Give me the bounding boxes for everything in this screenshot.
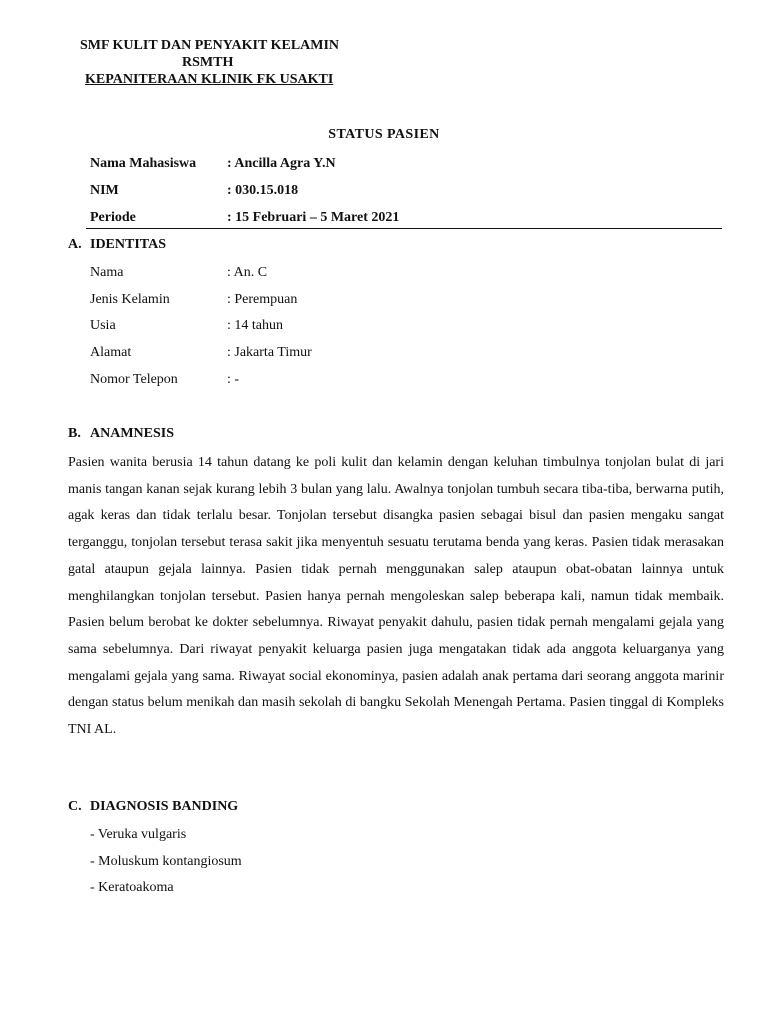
student-nim-label: NIM [90,183,119,198]
identitas-value: : - [227,372,240,387]
student-period-value: : 15 Februari – 5 Maret 2021 [227,210,400,225]
section-title: ANAMNESIS [90,426,175,441]
section-diagnosis-heading [68,798,238,816]
section-letter: B. [68,426,81,441]
identitas-label: Nomor Telepon [90,372,178,387]
identitas-value: : Jakarta Timur [227,345,312,360]
identitas-label: Jenis Kelamin [90,292,170,307]
document-title: STATUS PASIEN [328,127,440,142]
identitas-label: Usia [90,318,116,333]
section-title: IDENTITAS [90,237,166,252]
identitas-value: : An. C [227,265,268,280]
section-letter: C. [68,799,82,814]
header-clerkship: KEPANITERAAN KLINIK FK USAKTI [85,72,334,87]
section-anamnesis-heading [68,425,174,443]
section-identitas-heading [68,236,166,254]
diagnosis-item: - Veruka vulgaris [90,827,187,842]
identitas-label: Alamat [90,345,132,360]
diagnosis-item: - Moluskum kontangiosum [90,854,242,869]
section-title: DIAGNOSIS BANDING [90,799,239,814]
identitas-label: Nama [90,265,124,280]
anamnesis-paragraph: Pasien wanita berusia 14 tahun datang ke poli kulit dan kelamin dengan keluhan timbulnya tonjolan bulat di jari manis tangan kanan sejak kurang lebih 3 bulan yang lalu. Awalnya tonjolan tumbuh secara tiba-tiba, berwarna putih, agak keras dan tidak terlalu besar. Tonjolan tersebut disangka pasien sebagai bisul dan pasien mengaku sangat terganggu, tonjolan tersebut terasa sakit jika menyentuh sesuatu terutama benda yang keras. Pasien tidak merasakan gatal ataupun gejala lainnya. Pasien tidak pernah menggunakan salep ataupun obat-obatan lainnya untuk menghilangkan tonjolan tersebut. Pasien hanya pernah mengoleskan salep beberapa kali, namun tidak membaik. Pasien belum berobat ke dokter sebelumnya. Riwayat penyakit dahulu, pasien tidak pernah mengalami gejala yang sama sebelumnya. Dari riwayat penyakit keluarga pasien juga mengatakan tidak ada anggota keluarganya yang mengalami gejala yang sama. Riwayat social ekonominya, pasien adalah anak pertama dari seorang anggota marinir dengan status belum menikah dan masih sekolah di bangku Sekolah Menengah Pertama. Pasien tinggal di Kompleks TNI AL. [68,455,724,738]
diagnosis-item: - Keratoakoma [90,880,174,895]
section-letter: A. [68,237,82,252]
student-nim-value: : 030.15.018 [227,183,299,198]
header-hospital: RSMTH [182,55,234,70]
identitas-value: : Perempuan [227,292,298,307]
student-period-label: Periode [90,210,136,225]
student-name-label: Nama Mahasiswa [90,156,197,171]
info-divider [86,228,722,229]
identitas-value: : 14 tahun [227,318,283,333]
student-name-value: : Ancilla Agra Y.N [227,156,336,171]
header-department: SMF KULIT DAN PENYAKIT KELAMIN [80,38,340,53]
